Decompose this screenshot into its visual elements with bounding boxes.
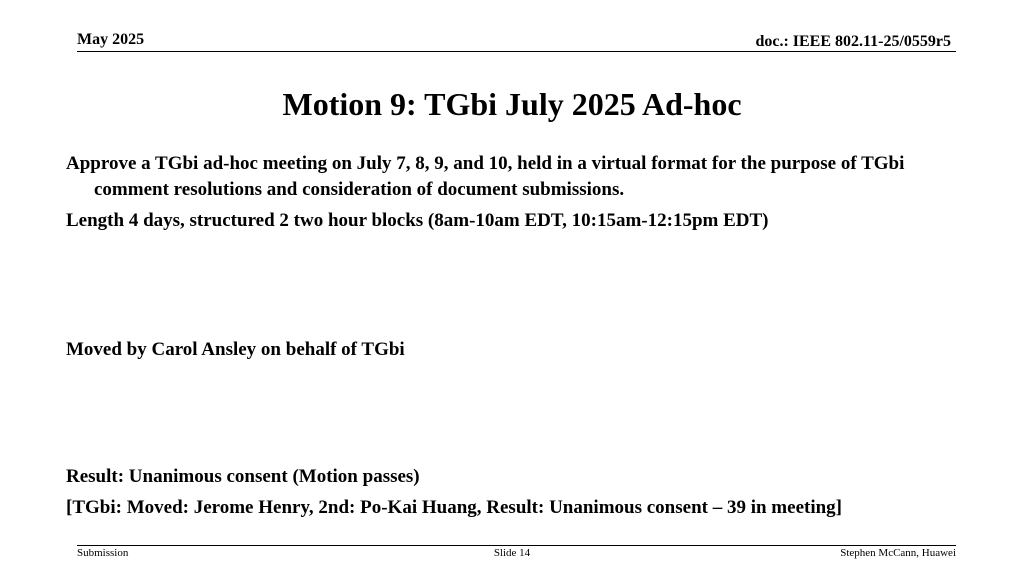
length-text: Length 4 days, structured 2 two hour blocks (8am-10am EDT, 10:15am-12:15pm EDT)	[66, 210, 769, 231]
header-doc-id: doc.: IEEE 802.11-25/0559r5	[755, 33, 951, 50]
header-date: May 2025	[77, 31, 145, 48]
motion-text: Approve a TGbi ad-hoc meeting on July 7, 8, 9, and 10, held in a virtual format for the purpose of TGbi comment resolutions and consideration of document submissions.	[66, 153, 905, 200]
result-block	[66, 464, 966, 521]
footer-divider	[77, 545, 956, 546]
moved-by-text: Moved by Carol Ansley on behalf of TGbi	[66, 339, 405, 360]
header-divider	[77, 51, 956, 52]
footer-submission: Submission	[77, 547, 129, 559]
footer-slide-number: Slide 14	[493, 547, 531, 559]
tgbi-record-text: [TGbi: Moved: Jerome Henry, 2nd: Po-Kai Huang, Result: Unanimous consent – 39 in meeting]	[66, 497, 843, 518]
slide-title: Motion 9: TGbi July 2025 Ad-hoc	[282, 86, 742, 122]
footer-author: Stephen McCann, Huawei	[840, 547, 956, 559]
motion-block	[66, 151, 966, 234]
result-text: Result: Unanimous consent (Motion passes)	[66, 466, 420, 487]
moved-block	[66, 337, 966, 363]
